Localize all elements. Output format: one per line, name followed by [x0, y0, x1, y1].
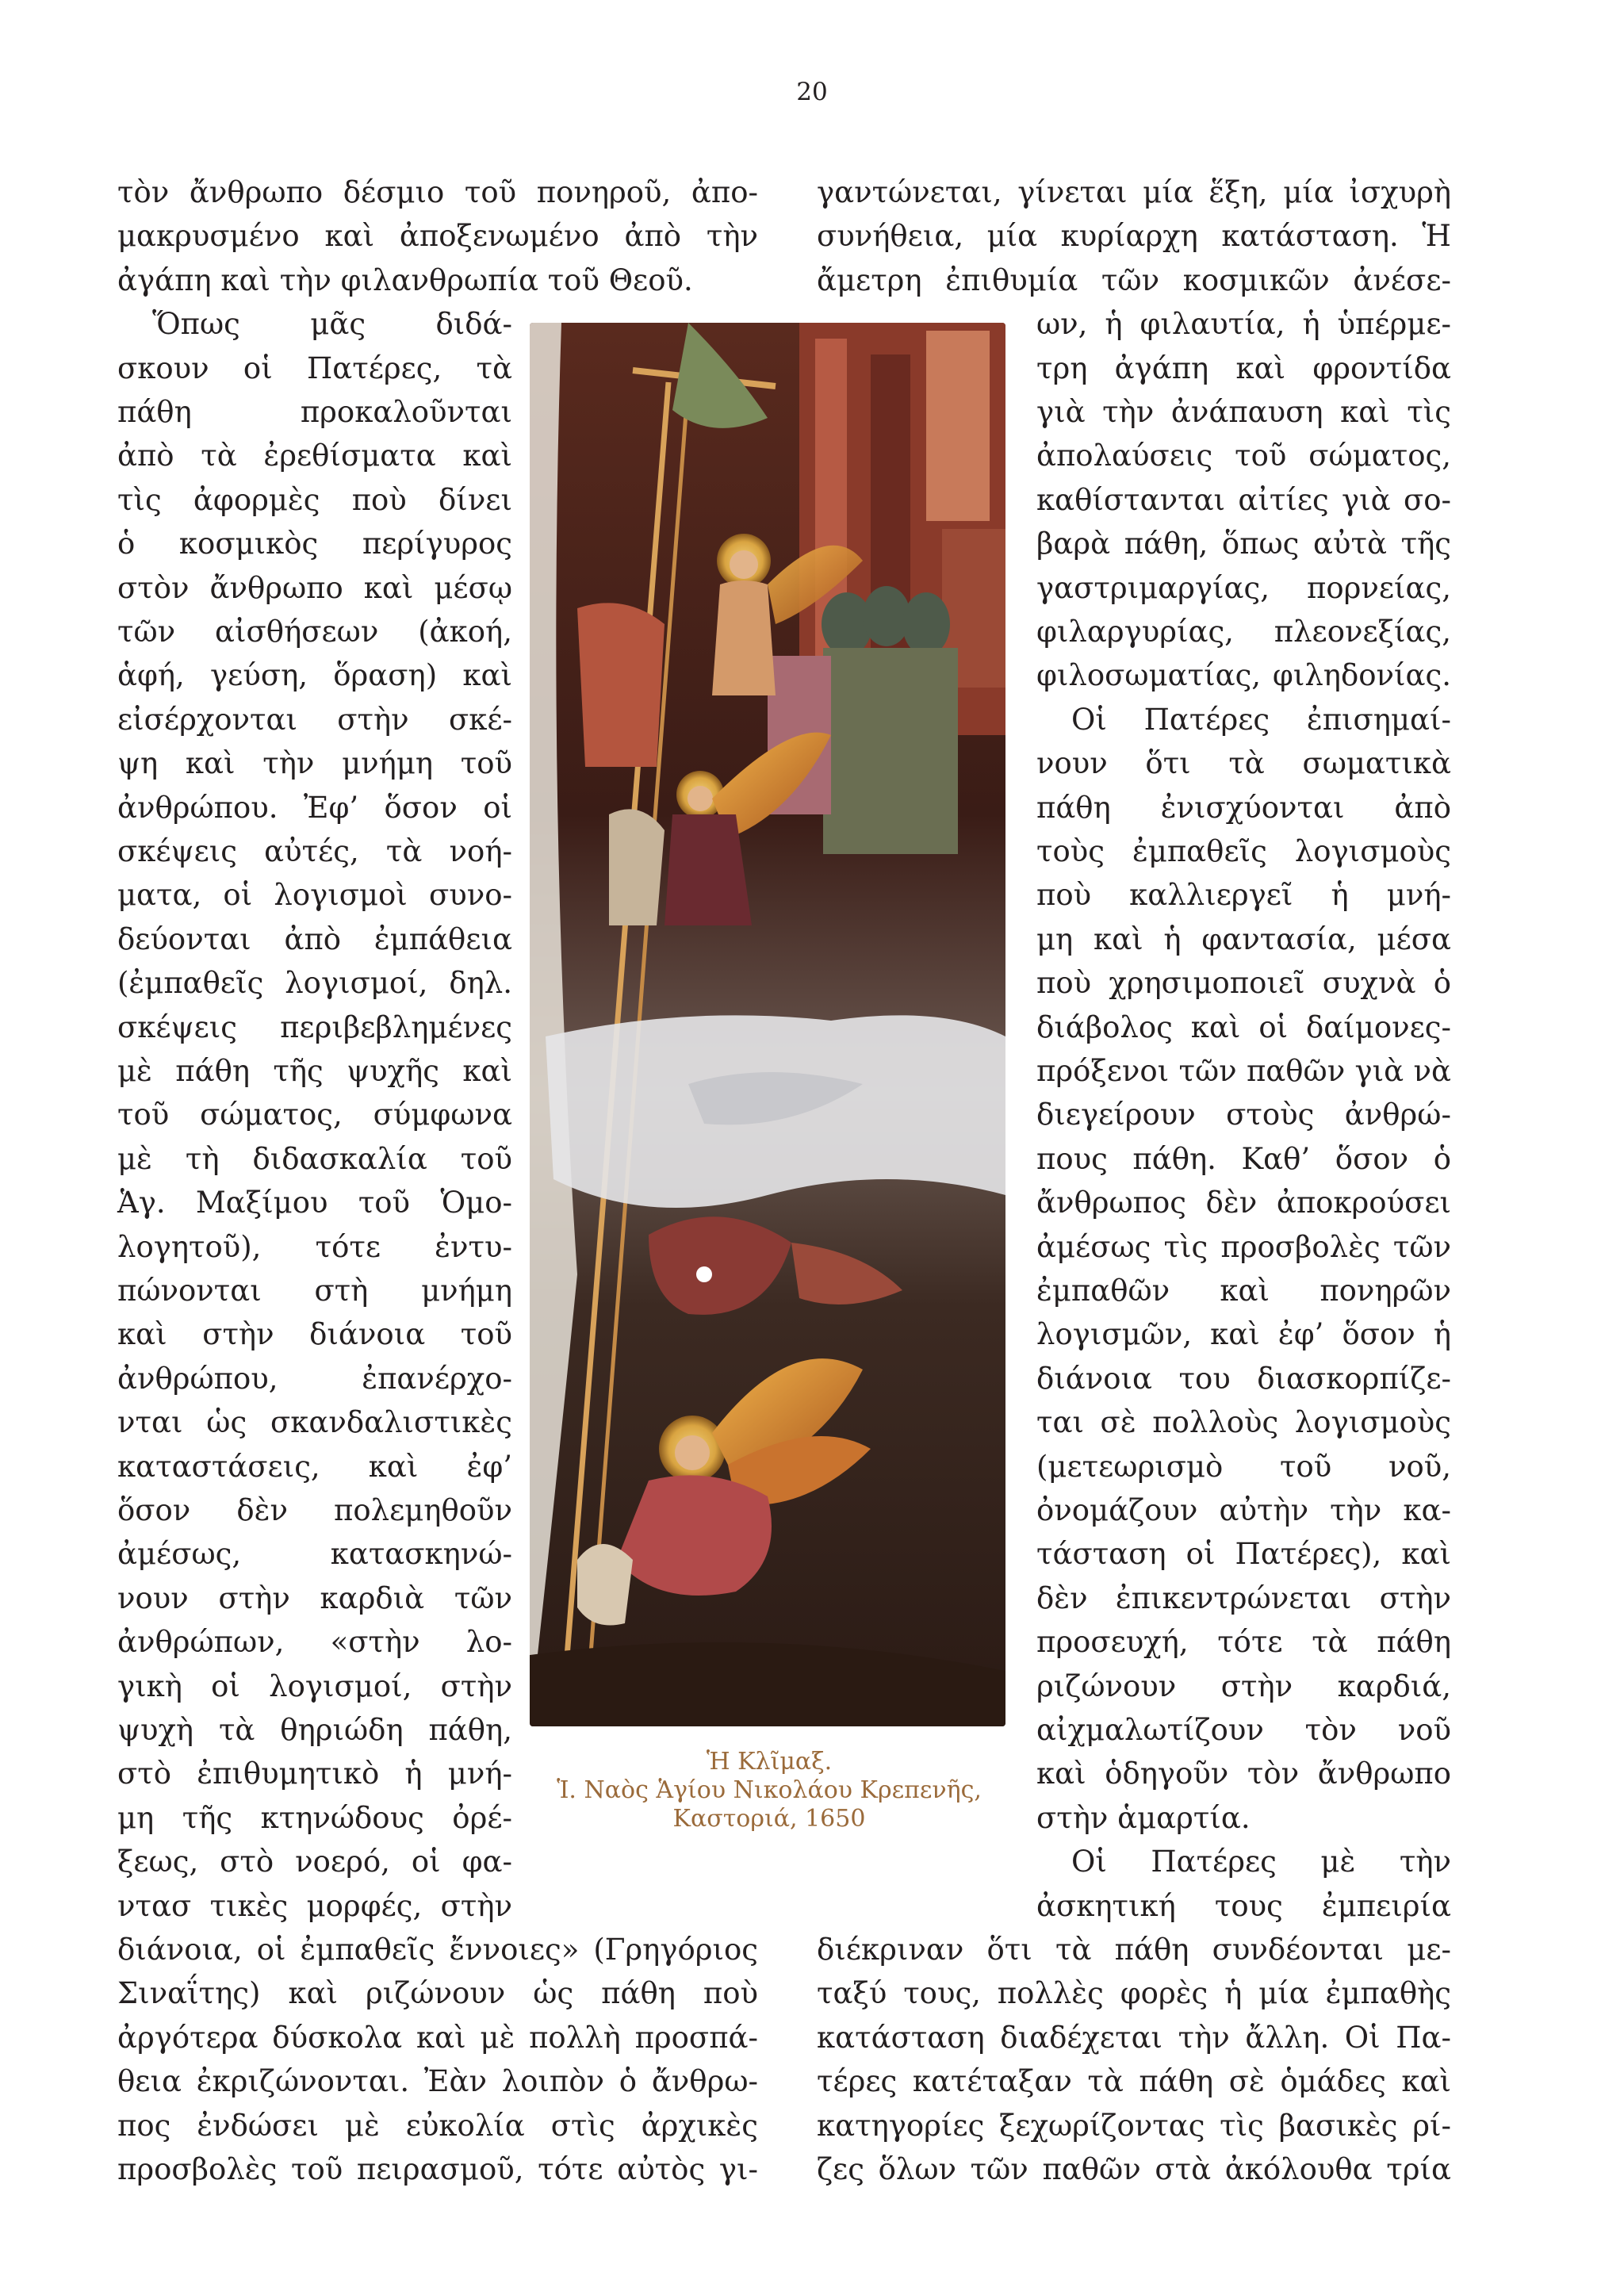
text-line: (μετεωρισμὸ τοῦ νοῦ, — [1036, 1450, 1451, 1484]
text-line: στὴν ἁμαρτία. — [1036, 1801, 1251, 1835]
text-line: ἀμέσως, κατασκηνώ- — [117, 1537, 512, 1571]
text-line: ἀργότερα δύσκολα καὶ μὲ πολλὴ προσπά- — [117, 2021, 758, 2055]
text-line: γιὰ τὴν ἀνάπαυση καὶ τὶς — [1036, 395, 1451, 429]
text-line: γικὴ οἱ λογισμοί, στὴν — [117, 1669, 512, 1703]
text-line: μη τῆς κτηνώδους ὀρέ- — [117, 1801, 512, 1835]
caption-line: Καστοριά, 1650 — [672, 1805, 866, 1833]
text-line: ἀνθρώπων, «στὴν λο- — [117, 1625, 512, 1659]
text-line: ἀνθρώπου, ἐπανέρχο- — [117, 1362, 512, 1396]
text-line: νουν ὅτι τὰ σωματικὰ — [1036, 746, 1451, 780]
text-line: μὲ πάθη τῆς ψυχῆς καὶ — [117, 1054, 512, 1088]
text-line: σκέψεις περιβεβλημένες — [117, 1010, 512, 1044]
text-line: ὁ κοσμικὸς περίγυρος — [117, 527, 512, 561]
text-line: ἄμετρη ἐπιθυμία τῶν κοσμικῶν ἀνέσε- — [817, 263, 1451, 297]
text-line: ἐμπαθῶν καὶ πονηρῶν — [1036, 1274, 1451, 1308]
text-line: ἄνθρωπος δὲν ἀποκρούσει — [1036, 1186, 1451, 1220]
text-line: ψυχὴ τὰ θηριώδη πάθη, — [117, 1713, 512, 1747]
text-line: μη καὶ ἡ φαντασία, μέσα — [1036, 922, 1451, 956]
text-line: τοὺς ἐμπαθεῖς λογισμοὺς — [1036, 834, 1451, 868]
text-line: διέκριναν ὅτι τὰ πάθη συνδέονται με- — [817, 1933, 1451, 1967]
text-line: ἀγάπη καὶ τὴν φιλανθρωπία τοῦ Θεοῦ. — [117, 263, 693, 297]
text-line: ποὺ καλλιεργεῖ ἡ μνή- — [1036, 878, 1451, 912]
page-number: 20 — [796, 78, 828, 106]
text-line: ταξύ τους, πολλὲς φορὲς ἡ μία ἐμπαθὴς — [817, 1976, 1451, 2010]
text-line: ται σὲ πολλοὺς λογισμοὺς — [1036, 1405, 1451, 1439]
text-line: ἀπολαύσεις τοῦ σώματος, — [1036, 439, 1451, 473]
text-line: ἀσκητική τους ἐμπειρία — [1036, 1889, 1451, 1923]
text-line: πος ἐνδώσει μὲ εὐκολία στὶς ἀρχικὲς — [117, 2109, 758, 2143]
text-line: Σιναΐτης) καὶ ριζώνουν ὡς πάθη ποὺ — [117, 1976, 758, 2010]
text-line: μακρυσμένο καὶ ἀποξενωμένο ἀπὸ τὴν — [117, 219, 758, 253]
text-line: ριζώνουν στὴν καρδιά, — [1036, 1669, 1451, 1703]
text-line: ποὺ χρησιμοποιεῖ συχνὰ ὁ — [1036, 966, 1451, 1000]
text-line: διάνοια του διασκορπίζε- — [1036, 1362, 1451, 1396]
text-line: κατηγορίες ξεχωρίζοντας τὶς βασικὲς ρί- — [817, 2109, 1451, 2143]
text-line: θεια ἐκριζώνονται. Ἐὰν λοιπὸν ὁ ἄνθρω- — [117, 2064, 758, 2098]
text-line: τῶν αἰσθήσεων (ἀκοή, — [117, 615, 512, 649]
text-line: γαντώνεται, γίνεται μία ἕξη, μία ἰσχυρὴ — [817, 175, 1451, 209]
text-line: βαρὰ πάθη, ὅπως αὐτὰ τῆς — [1036, 527, 1451, 561]
text-line: ξεως, στὸ νοερό, οἱ φα- — [117, 1845, 512, 1879]
text-line: καταστάσεις, καὶ ἐφ’ — [117, 1450, 512, 1484]
text-line: πάθη προκαλοῦνται — [117, 395, 512, 429]
text-line: Οἱ Πατέρες ἐπισημαί- — [1071, 703, 1451, 737]
text-line: συνήθεια, μία κυρίαρχη κατάσταση. Ἡ — [817, 219, 1451, 253]
text-line: νται ὡς σκανδαλιστικὲς — [117, 1405, 512, 1439]
text-line: τέρες κατέταξαν τὰ πάθη σὲ ὁμάδες καὶ — [817, 2064, 1451, 2098]
text-line: πους πάθη. Καθ’ ὅσον ὁ — [1036, 1142, 1451, 1176]
text-line: τρη ἀγάπη καὶ φροντίδα — [1036, 351, 1451, 385]
text-line: προσβολὲς τοῦ πειρασμοῦ, τότε αὐτὸς γι- — [117, 2152, 758, 2186]
text-line: τοῦ σώματος, σύμφωνα — [117, 1098, 512, 1132]
text-line: ἀμέσως τὶς προσβολὲς τῶν — [1036, 1230, 1451, 1264]
text-line: ἀπὸ τὰ ἐρεθίσματα καὶ — [117, 439, 512, 473]
text-line: εἰσέρχονται στὴν σκέ- — [117, 703, 512, 737]
text-line: ζες ὅλων τῶν παθῶν στὰ ἀκόλουθα τρία — [817, 2152, 1451, 2186]
text-line: ἀνθρώπου. Ἐφ’ ὅσον οἱ — [117, 791, 512, 825]
text-line: γαστριμαργίας, πορνείας, — [1036, 571, 1451, 605]
text-line: ψη καὶ τὴν μνήμη τοῦ — [117, 746, 512, 780]
text-line: προσευχή, τότε τὰ πάθη — [1036, 1625, 1451, 1659]
text-line: καὶ ὁδηγοῦν τὸν ἄνθρωπο — [1036, 1757, 1451, 1791]
caption-line: Ἱ. Ναὸς Ἁγίου Νικολάου Κρεπενῆς, — [557, 1776, 982, 1804]
text-line: τὸν ἄνθρωπο δέσμιο τοῦ πονηροῦ, ἀπο- — [117, 175, 758, 209]
text-line: διάβολος καὶ οἱ δαίμονες- — [1036, 1010, 1451, 1044]
text-line: τάσταση οἱ Πατέρες), καὶ — [1036, 1537, 1451, 1571]
text-line: ὅσον δὲν πολεμηθοῦν — [117, 1493, 512, 1527]
text-line: σκουν οἱ Πατέρες, τὰ — [117, 351, 512, 385]
text-line: σκέψεις αὐτές, τὰ νοή- — [117, 834, 512, 868]
text-line: ντασ τικὲς μορφές, στὴν — [117, 1889, 512, 1923]
text-line: πάθη ἐνισχύονται ἀπὸ — [1036, 791, 1451, 825]
text-line: ἁφή, γεύση, ὅραση) καὶ — [117, 658, 512, 692]
text-line: ων, ἡ φιλαυτία, ἡ ὑπέρμε- — [1036, 307, 1451, 341]
text-line: αἰχμαλωτίζουν τὸν νοῦ — [1036, 1713, 1451, 1747]
text-line: Ἁγ. Μαξίμου τοῦ Ὁμο- — [117, 1186, 512, 1220]
caption-line: Ἡ Κλῖμαξ. — [706, 1748, 833, 1776]
text-line: στὸν ἄνθρωπο καὶ μέσῳ — [117, 571, 512, 605]
text-line: καθίστανται αἰτίες γιὰ σο- — [1036, 483, 1451, 517]
text-line: Οἱ Πατέρες μὲ τὴν — [1071, 1845, 1451, 1879]
text-line: νουν στὴν καρδιὰ τῶν — [117, 1581, 512, 1615]
text-line: κατάσταση διαδέχεται τὴν ἄλλη. Οἱ Πα- — [817, 2021, 1451, 2055]
text-line: καὶ στὴν διάνοια τοῦ — [117, 1317, 512, 1351]
text-line: φιλοσωματίας, φιληδονίας. — [1036, 658, 1451, 692]
text-line: Ὅπως μᾶς διδά- — [152, 307, 512, 341]
text-line: ματα, οἱ λογισμοὶ συνο- — [117, 878, 512, 912]
text-line: πώνονται στὴ μνήμη — [117, 1274, 512, 1308]
fresco-image — [530, 323, 1005, 1726]
text-line: φιλαργυρίας, πλεονεξίας, — [1036, 615, 1451, 649]
text-line: δεύονται ἀπὸ ἐμπάθεια — [117, 922, 512, 956]
fresco-ladder-of-divine-ascent-painting — [530, 323, 1005, 1726]
text-line: στὸ ἐπιθυμητικὸ ἡ μνή- — [117, 1757, 512, 1791]
text-line: διεγείρουν στοὺς ἀνθρώ- — [1036, 1098, 1451, 1132]
text-line: διάνοια, οἱ ἐμπαθεῖς ἔννοιες» (Γρηγόριος — [117, 1933, 758, 1967]
text-line: λογισμῶν, καὶ ἐφ’ ὅσον ἡ — [1036, 1317, 1451, 1351]
text-line: μὲ τὴ διδασκαλία τοῦ — [117, 1142, 512, 1176]
text-line: δὲν ἐπικεντρώνεται στὴν — [1036, 1581, 1451, 1615]
text-line: πρόξενοι τῶν παθῶν γιὰ νὰ — [1036, 1054, 1451, 1088]
text-line: (ἐμπαθεῖς λογισμοί, δηλ. — [117, 966, 512, 1000]
text-line: ὀνομάζουν αὐτὴν τὴν κα- — [1036, 1493, 1451, 1527]
text-line: τὶς ἀφορμὲς ποὺ δίνει — [117, 483, 512, 517]
text-line: λογητοῦ), τότε ἐντυ- — [117, 1230, 512, 1264]
